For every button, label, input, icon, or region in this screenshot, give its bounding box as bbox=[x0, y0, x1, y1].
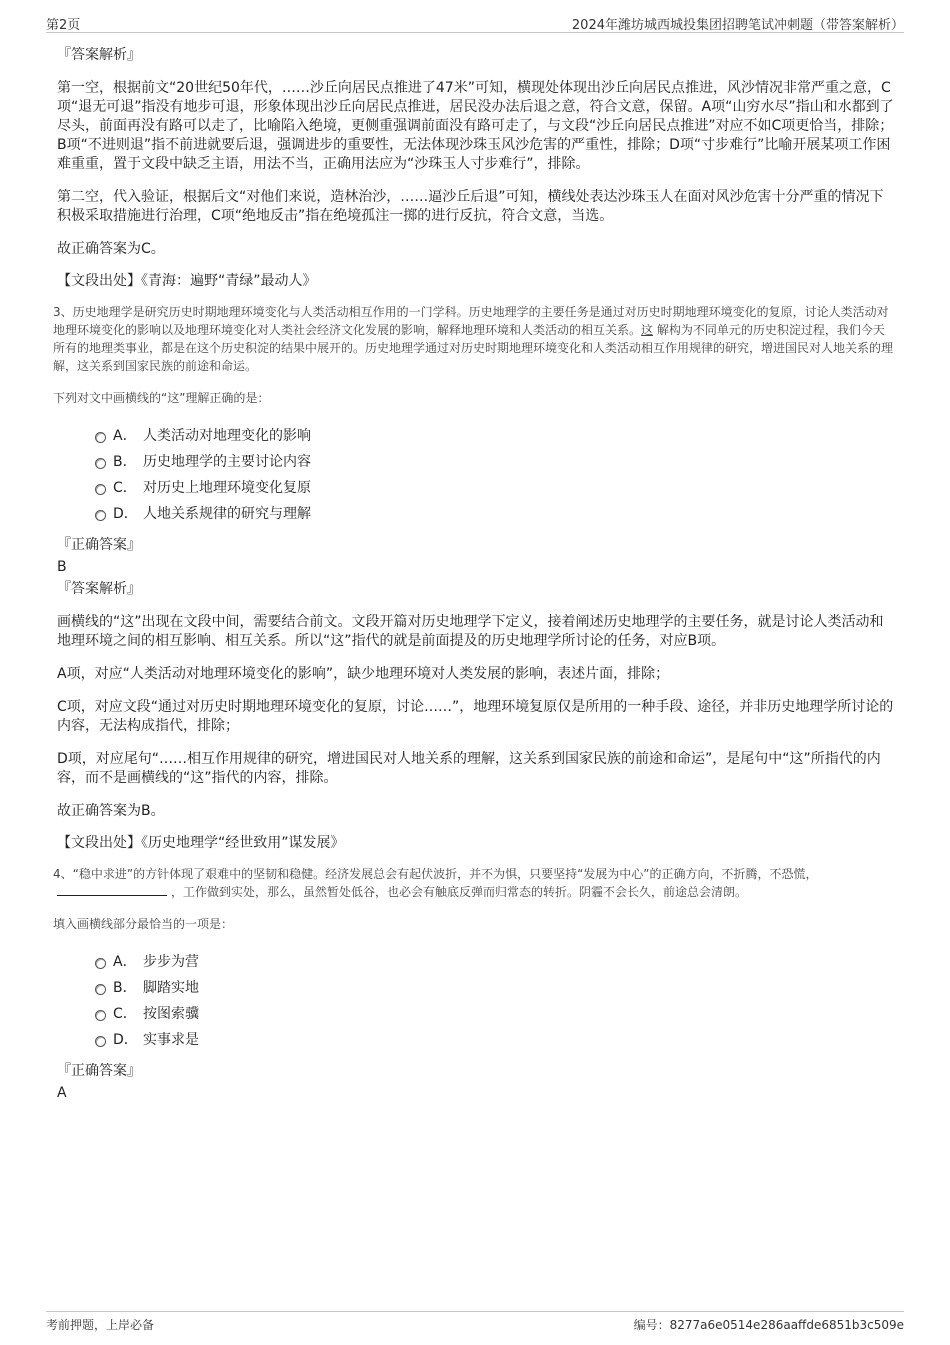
option-b[interactable]: B． 脚踏实地 bbox=[95, 975, 895, 1001]
radio-icon[interactable] bbox=[95, 1036, 106, 1047]
underlined-word: 这 bbox=[641, 323, 654, 337]
radio-icon[interactable] bbox=[95, 984, 106, 995]
question-stem: 3、历史地理学是研究历史时期地理环境变化与人类活动相互作用的一门学科。历史地理学的主要任务是通过对历史时期地理环境变化的复原，讨论人类活动对地理环境变化的影响以及地理环境变化对人类社会经济文化发展的影响，解释地理环境和人类活动的相互关系。这 解构为不同单元的历史积淀过程，我们今天所有的地理类事业，都是在这个历史积淀的结果中展开的。历史地理学通过对历史时期地理环境变化和人类活动相互作用规律的研究，增进国民对人地关系的理解，这关系到国家民族的前途和命运。 bbox=[53, 305, 894, 373]
option-a[interactable]: A． 步步为营 bbox=[95, 949, 895, 975]
answer-label: 『正确答案』 bbox=[57, 537, 141, 553]
option-list bbox=[95, 423, 895, 527]
analysis-paragraph: 画横线的“这”出现在文段中间，需要结合前文。文段开篇对历史地理学下定义，接着阐述历史地理学的主要任务，就是讨论人类活动和地理环境之间的相互影响、相互关系。所以“这”指代的就是前面提及的历史地理学所讨论的任务，对应B项。 bbox=[57, 614, 884, 649]
analysis-paragraph: 第一空，根据前文“20世纪50年代，……沙丘向居民点推进了47米”可知，横现处体现出沙丘向居民点推进，风沙情况非常严重之意，C项“退无可退”指没有地步可退，形象体现出沙丘向居民点推进，居民没办法后退之意，符合文意，保留。A项“山穷水尽”指山和水都到了尽头，前面再没有路可以走了，比喻陷入绝境，更侧重强调前面没有路可走了，与文段“沙丘向居民点推进”对应不如C项更恰当，排除；B项“不进则退”指不前进就要后退，强调进步的重要性，无法体现沙珠玉风沙危害的严重性，排除；D项“寸步难行”比喻开展某项工作困难重重，置于文段中缺乏主语，用法不当，正确用法应为“沙珠玉人寸步难行”，排除。 bbox=[57, 80, 894, 172]
analysis-label: 『答案解析』 bbox=[57, 581, 141, 597]
analysis-paragraph: D项，对应尾句“……相互作用规律的研究，增进国民对人地关系的理解，这关系到国家民族的前途和命运”，是尾句中“这”所指代的内容，而不是画横线的“这”指代的内容，排除。 bbox=[57, 751, 881, 786]
answer-label: 『正确答案』 bbox=[57, 1063, 141, 1079]
radio-icon[interactable] bbox=[95, 432, 106, 443]
analysis-paragraph: C项，对应文段“通过对历史时期地理环境变化的复原，讨论……”，地理环境复原仅是所用的一种手段、途径，并非历史地理学所讨论的内容，无法构成指代，排除； bbox=[57, 699, 894, 734]
analysis-paragraph: A项，对应“人类活动对地理环境变化的影响”，缺少地理环境对人类发展的影响，表述片面，排除； bbox=[57, 666, 670, 682]
option-b[interactable]: B． 历史地理学的主要讨论内容 bbox=[95, 449, 895, 475]
radio-icon[interactable] bbox=[95, 484, 106, 495]
option-list bbox=[95, 949, 895, 1053]
option-a[interactable]: A． 人类活动对地理变化的影响 bbox=[95, 423, 895, 449]
analysis-paragraph: 第二空，代入验证，根据后文“对他们来说，造林治沙，……逼沙丘后退”可知，横线处表达沙珠玉人在面对风沙危害十分严重的情况下积极采取措施进行治理，C项“绝地反击”指在绝境孤注一掷的进行反抗，符合文意，当选。 bbox=[57, 189, 884, 224]
radio-icon[interactable] bbox=[95, 458, 106, 469]
source-citation: 【文段出处】《历史地理学“经世致用”谋发展》 bbox=[57, 835, 345, 851]
radio-icon[interactable] bbox=[95, 510, 106, 521]
answer-value: A bbox=[57, 1085, 67, 1101]
source-citation: 【文段出处】《青海：遍野“青绿”最动人》 bbox=[57, 273, 317, 289]
radio-icon[interactable] bbox=[95, 958, 106, 969]
page-header bbox=[46, 10, 904, 33]
footer-slogan: 考前押题，上岸必备 bbox=[46, 1318, 155, 1332]
document-id: 编号：8277a6e0514e286aaffde6851b3c509e bbox=[633, 1318, 904, 1332]
answer-value: B bbox=[57, 559, 67, 575]
fill-blank bbox=[57, 883, 167, 896]
question-prompt: 下列对文中画横线的“这”理解正确的是： bbox=[53, 391, 270, 405]
radio-icon[interactable] bbox=[95, 1010, 106, 1021]
option-c[interactable]: C． 按图索骥 bbox=[95, 1001, 895, 1027]
page-content bbox=[53, 45, 895, 1105]
page-footer bbox=[46, 1311, 904, 1334]
document-title: 2024年潍坊城西城投集团招聘笔试冲刺题（带答案解析） bbox=[571, 18, 904, 33]
analysis-label: 『答案解析』 bbox=[57, 47, 141, 63]
conclusion: 故正确答案为B。 bbox=[57, 803, 165, 819]
question-prompt: 填入画横线部分最恰当的一项是： bbox=[53, 917, 234, 931]
option-c[interactable]: C． 对历史上地理环境变化复原 bbox=[95, 475, 895, 501]
question-stem: 4、“稳中求进”的方针体现了艰难中的坚韧和稳健。经济发展总会有起伏波折，并不为惧，只要坚持“发展为中心”的正确方向，不折腾，不恐慌，，工作做到实处，那么，虽然暂处低谷，也必会有触底反弹而归常态的转折。阴霾不会长久，前途总会清朗。 bbox=[53, 867, 818, 899]
page-number: 第2页 bbox=[46, 18, 81, 33]
option-d[interactable]: D． 实事求是 bbox=[95, 1027, 895, 1053]
option-d[interactable]: D． 人地关系规律的研究与理解 bbox=[95, 501, 895, 527]
conclusion: 故正确答案为C。 bbox=[57, 241, 165, 257]
